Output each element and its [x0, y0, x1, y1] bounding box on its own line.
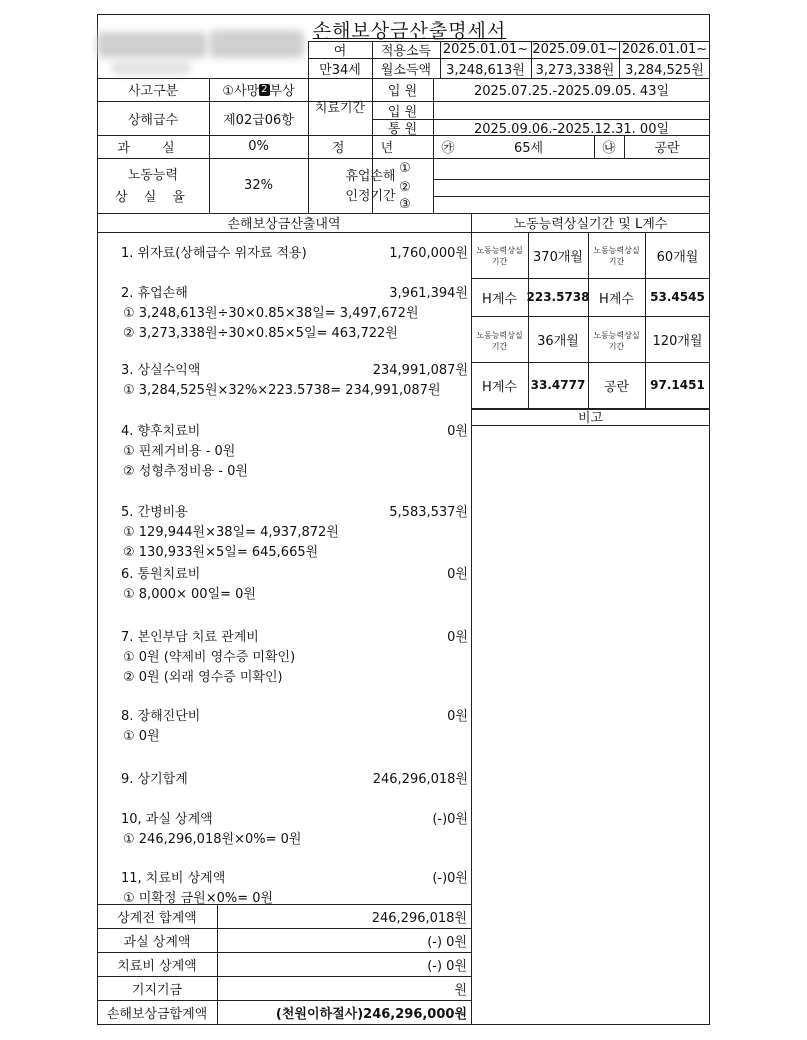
calc-item-detail: ① 129,944원×38일= 4,937,872원	[123, 525, 339, 540]
inpatient-label-1: 입 원	[387, 84, 418, 99]
redacted-id	[209, 30, 304, 58]
ack-mark-1: ①	[399, 161, 411, 176]
document-page	[97, 14, 710, 1025]
h-factor-value-1: 223.5738	[526, 290, 590, 304]
calc-item-detail: ② 0원 (외래 영수증 미확인)	[123, 670, 283, 685]
na-mark: ㉯	[602, 141, 616, 156]
calc-item-amount: (-)0원	[432, 812, 468, 827]
calc-item-amount: 0원	[447, 630, 468, 645]
h-factor-value-2: 53.4545	[650, 290, 705, 304]
calc-item-amount: 0원	[447, 709, 468, 724]
retire-age-label: 정 년	[331, 141, 410, 156]
ga-mark: ㉮	[441, 141, 455, 156]
applied-income-label: 적용소득	[380, 44, 432, 59]
remarks-label: 비고	[577, 411, 604, 426]
treatment-period-label: 치료기간	[314, 101, 366, 116]
calc-item-title: 4. 향후치료비	[121, 424, 201, 439]
calc-item-detail: ① 미확정 금원×0%= 0원	[123, 891, 274, 906]
accident-injury-mark: 2	[261, 83, 268, 95]
labor-loss-label-1: 노동능력	[127, 167, 179, 183]
calc-item-amount: 0원	[447, 567, 468, 582]
period-2: 2025.09.01~	[532, 42, 618, 57]
calc-item-amount: 3,961,394원	[389, 286, 468, 301]
summary-value: 246,296,018원	[371, 910, 467, 926]
calc-item-detail: ① 0원 (약제비 영수증 미확인)	[123, 650, 296, 665]
calc-item-title: 1. 위자료(상해급수 위자료 적용)	[121, 246, 307, 261]
summary-label: 상계전 합계액	[117, 910, 197, 926]
calc-item-title: 10, 과실 상계액	[121, 812, 213, 827]
calc-item-detail: ① 핀제거비용 - 0원	[123, 444, 236, 459]
lfactor-period-label-2: 노동능력상실 기간	[593, 246, 640, 266]
inpatient-period-1: 2025.07.25.-2025.09.05. 43일	[473, 84, 670, 99]
retire-age-value: 65세	[513, 141, 544, 156]
lfactor-period-label-4: 노동능력상실 기간	[593, 330, 640, 351]
outpatient-period: 2025.09.06.-2025.12.31. 00일	[473, 121, 670, 137]
lfactor-title: 노동능력상실기간 및 L계수	[513, 217, 668, 232]
calc-item-title: 8. 장해진단비	[121, 709, 201, 724]
summary-label: 손해보상금합계액	[106, 1006, 208, 1022]
calc-item-amount: 1,760,000원	[389, 246, 468, 261]
accident-injury-option: 부상	[269, 84, 295, 99]
calc-item-detail: ① 246,296,018원×0%= 0원	[123, 832, 302, 847]
redacted-name	[97, 32, 207, 58]
h-factor-label-4: 공란	[603, 379, 630, 395]
lfactor-period-1: 370개월	[533, 249, 583, 265]
lfactor-period-4: 120개월	[652, 333, 703, 349]
age: 만34세	[319, 62, 361, 78]
summary-label: 과실 상계액	[123, 934, 191, 950]
summary-value: (천원이하절사)246,296,000원	[275, 1006, 467, 1022]
calc-item-detail: ① 3,248,613원÷30×0.85×38일= 3,497,672원	[123, 306, 419, 321]
calc-item-amount: 246,296,018원	[372, 772, 468, 787]
summary-label: 기지기금	[131, 982, 183, 998]
summary-value: (-) 0원	[427, 934, 467, 950]
h-factor-value-3: 33.4777	[530, 378, 586, 392]
calc-item-amount: 234,991,087원	[372, 363, 468, 378]
calc-item-detail: ① 3,284,525원×32%×223.5738= 234,991,087원	[123, 383, 441, 398]
monthly-income-label: 월소득액	[380, 62, 432, 78]
ack-mark-3: ③	[399, 197, 411, 212]
redacted-sub	[111, 61, 191, 75]
h-factor-label-1: H계수	[482, 291, 517, 307]
gender: 여	[333, 44, 347, 59]
h-factor-label-2: H계수	[599, 291, 634, 307]
income-3: 3,284,525원	[625, 62, 704, 78]
calc-item-title: 7. 본인부담 치료 관계비	[121, 630, 259, 645]
outpatient-label: 통 원	[387, 121, 418, 137]
na-value: 공란	[654, 141, 680, 156]
ack-mark-2: ②	[399, 180, 411, 195]
fault-label: 과 실	[117, 141, 189, 156]
summary-value: 원	[454, 982, 467, 998]
lost-work-ack-label-2: 인정기간	[345, 188, 396, 204]
calc-item-amount: 0원	[447, 424, 468, 439]
income-2: 3,273,338원	[535, 62, 615, 78]
period-1: 2025.01.01~	[442, 42, 529, 57]
inpatient-label-2: 입 원	[387, 104, 418, 120]
inpatient-period-2	[433, 101, 710, 119]
accident-type-value	[209, 78, 308, 101]
calc-item-detail: ① 0원	[123, 729, 160, 744]
injury-grade-value: 제02급06항	[223, 112, 294, 128]
accident-death-option: ①사망	[222, 84, 260, 99]
calc-detail-title: 손해보상금산출내역	[227, 217, 341, 232]
calc-item-title: 6. 통원치료비	[121, 567, 201, 582]
calc-item-amount: 5,583,537원	[389, 505, 468, 520]
calc-item-title: 2. 휴업손해	[121, 286, 188, 301]
injury-grade-label: 상해급수	[127, 112, 179, 128]
calc-item-detail: ② 성형추정비용 - 0원	[123, 464, 248, 479]
income-1: 3,248,613원	[446, 62, 525, 78]
h-factor-value-4: 97.1451	[650, 378, 705, 392]
calc-item-title: 11, 치료비 상계액	[121, 871, 226, 886]
calc-item-detail: ① 8,000× 00일= 0원	[123, 587, 256, 602]
calc-item-title: 5. 간병비용	[121, 505, 188, 520]
calc-item-amount: (-)0원	[432, 871, 468, 886]
calc-item-detail: ② 130,933원×5일= 645,665원	[123, 545, 319, 560]
labor-loss-label-2: 상 실 율	[115, 189, 191, 205]
summary-label: 치료비 상계액	[117, 958, 197, 974]
lfactor-period-3: 36개월	[537, 333, 579, 349]
page-title: 손해보상금산출명세서	[312, 19, 507, 42]
lfactor-period-label-3: 노동능력상실 기간	[476, 330, 523, 351]
labor-loss-value: 32%	[244, 178, 273, 193]
fault-value: 0%	[248, 139, 269, 154]
lost-work-ack-label-1: 휴업손해	[345, 168, 396, 184]
h-factor-label-3: H계수	[482, 379, 517, 395]
period-3: 2026.01.01~	[621, 42, 708, 57]
calc-item-title: 3. 상실수익액	[121, 363, 201, 378]
calc-item-title: 9. 상기합계	[121, 772, 188, 787]
lfactor-period-label-1: 노동능력상실 기간	[476, 246, 523, 266]
lfactor-period-2: 60개월	[656, 249, 699, 265]
summary-value: (-) 0원	[427, 958, 467, 974]
accident-type-label: 사고구분	[127, 84, 179, 99]
calc-item-detail: ② 3,273,338원÷30×0.85×5일= 463,722원	[123, 326, 398, 341]
